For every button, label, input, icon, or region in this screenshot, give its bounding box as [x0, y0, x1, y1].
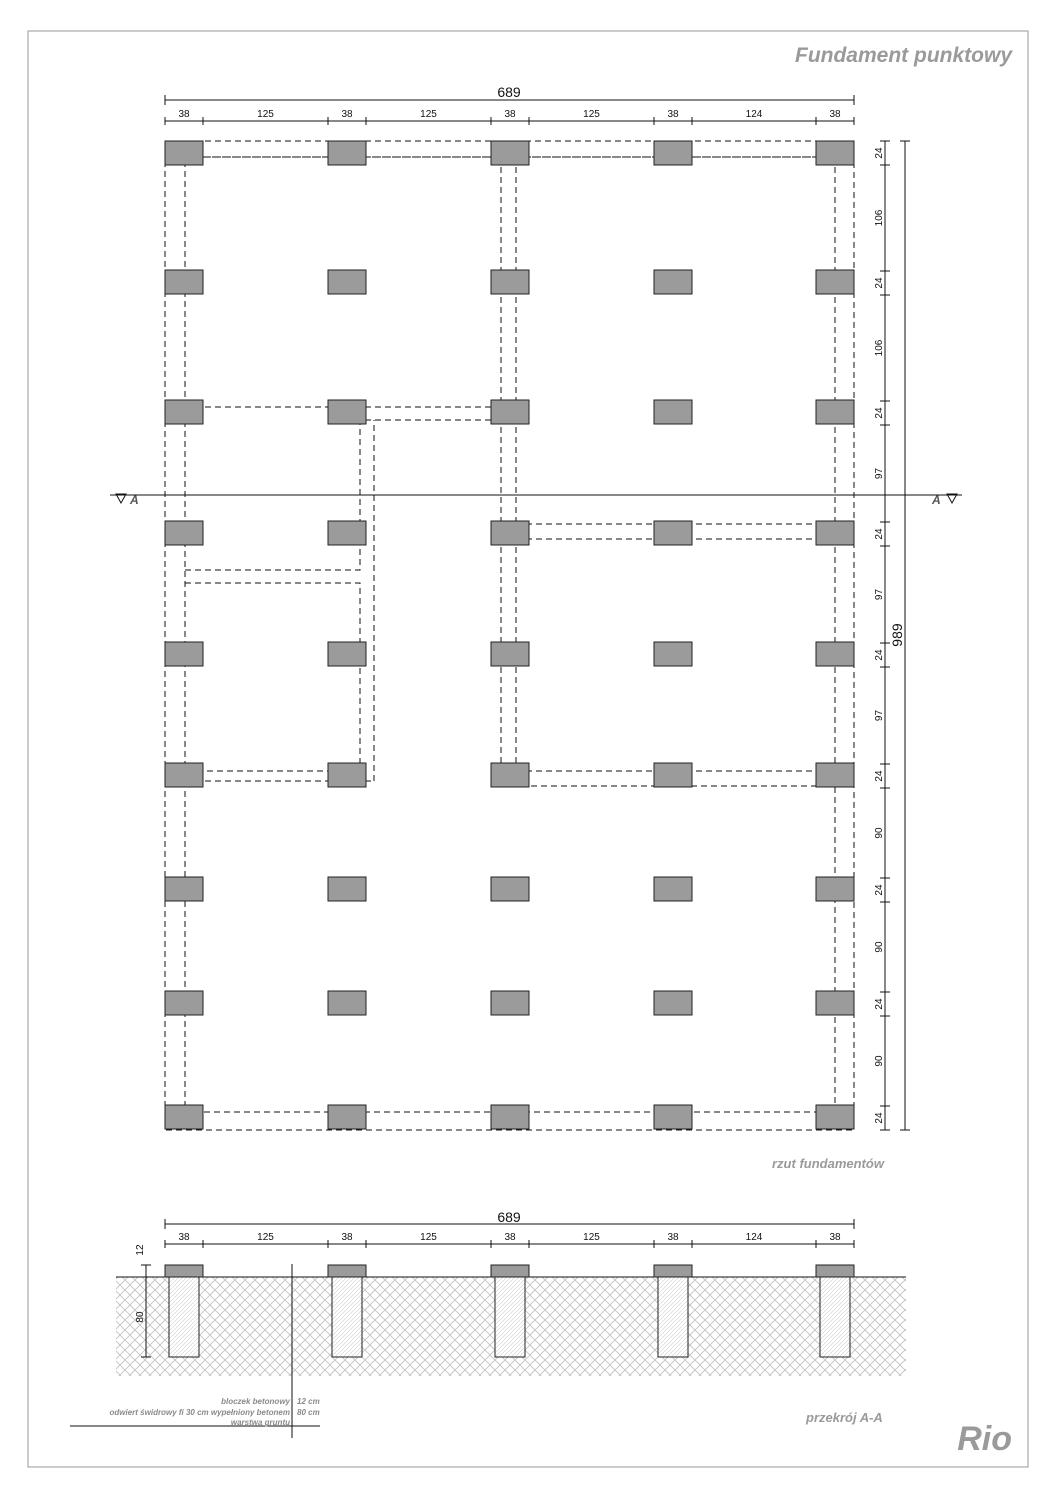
footing-r5-c5	[816, 642, 854, 666]
footing-r1-c1	[165, 141, 203, 165]
footing-grid	[165, 141, 854, 1129]
plan-height-seg-label: 97	[874, 588, 885, 601]
footing-r1-c2	[328, 141, 366, 165]
plan-w-segs-label: 38	[667, 109, 679, 120]
footing-r4-c3	[491, 521, 529, 545]
legend-value-pile: 80 cm	[297, 1408, 320, 1417]
sec-w-segs-label: 125	[257, 1232, 274, 1243]
footing-r3-c4	[654, 400, 692, 424]
sec-w-segs-label: 38	[178, 1232, 190, 1243]
footing-r3-c5	[816, 400, 854, 424]
plan-w-segs-label: 38	[504, 109, 516, 120]
sec-w-segs-label: 38	[341, 1232, 353, 1243]
concrete-block-3	[491, 1265, 529, 1277]
footing-r2-c1	[165, 270, 203, 294]
footing-r6-c3	[491, 763, 529, 787]
footing-r5-c3	[491, 642, 529, 666]
footing-r9-c1	[165, 1105, 203, 1129]
plan-height-seg-label: 24	[874, 528, 885, 540]
legend-label-block: bloczek betonowy	[221, 1397, 290, 1406]
plan-caption: rzut fundamentów	[772, 1156, 884, 1171]
concrete-block-5	[816, 1265, 854, 1277]
footing-r7-c3	[491, 877, 529, 901]
section-marker-left: A	[130, 493, 139, 507]
plan-dimensions	[165, 84, 910, 1130]
concrete-block-4	[654, 1265, 692, 1277]
footing-r7-c5	[816, 877, 854, 901]
footing-r3-c2	[328, 400, 366, 424]
plan-height-seg-label: 24	[874, 998, 885, 1010]
footing-r8-c3	[491, 991, 529, 1015]
section-total-width: 689	[497, 1209, 521, 1225]
sec-w-segs-label: 38	[829, 1232, 841, 1243]
footing-r7-c2	[328, 877, 366, 901]
plan-w-segs-label: 38	[178, 109, 190, 120]
section-caption: przekrój A-A	[806, 1410, 883, 1425]
footing-r5-c2	[328, 642, 366, 666]
sec-w-segs-label: 124	[745, 1232, 763, 1243]
pile-1	[169, 1277, 199, 1357]
footing-r8-c5	[816, 991, 854, 1015]
footing-r8-c4	[654, 991, 692, 1015]
block-height-label: 12	[135, 1244, 146, 1256]
plan-height-seg-label: 90	[874, 827, 885, 839]
footing-r9-c4	[654, 1105, 692, 1129]
plan-height-seg-label: 24	[874, 147, 885, 159]
plan-height-seg-label: 24	[874, 884, 885, 896]
project-name: Rio	[957, 1420, 1012, 1458]
plan-w-segs-label: 125	[257, 109, 274, 120]
footing-r3-c3	[491, 400, 529, 424]
legend-value-block: 12 cm	[297, 1397, 320, 1406]
footing-r4-c4	[654, 521, 692, 545]
pile-3	[495, 1277, 525, 1357]
footing-r3-c1	[165, 400, 203, 424]
plan-height-seg-label: 97	[874, 467, 885, 480]
footing-r7-c4	[654, 877, 692, 901]
plan-height-seg-label: 24	[874, 770, 885, 782]
footing-r9-c2	[328, 1105, 366, 1129]
plan-w-segs-label: 125	[583, 109, 600, 120]
sec-w-segs-label: 38	[504, 1232, 516, 1243]
footing-r5-c4	[654, 642, 692, 666]
footing-r1-c4	[654, 141, 692, 165]
footing-r1-c5	[816, 141, 854, 165]
pile-4	[658, 1277, 688, 1357]
footing-r5-c1	[165, 642, 203, 666]
plan-height-seg-label: 24	[874, 1112, 885, 1124]
sec-w-segs-label: 38	[667, 1232, 679, 1243]
plan-height-seg-label: 106	[874, 339, 885, 357]
legend-label-pile: odwiert świdrowy fi 30 cm wypełniony betonem	[109, 1408, 290, 1417]
sec-w-segs-label: 125	[420, 1232, 437, 1243]
footing-r8-c1	[165, 991, 203, 1015]
footing-r1-c3	[491, 141, 529, 165]
footing-r6-c1	[165, 763, 203, 787]
footing-r9-c5	[816, 1105, 854, 1129]
drawing-title: Fundament punktowy	[795, 44, 1012, 67]
sheet-frame	[28, 31, 1028, 1467]
plan-w-segs-label: 124	[745, 109, 763, 120]
plan-height-seg-label: 24	[874, 407, 885, 419]
footing-r4-c1	[165, 521, 203, 545]
footing-r2-c5	[816, 270, 854, 294]
footing-r4-c2	[328, 521, 366, 545]
plan-w-segs-label: 125	[420, 109, 437, 120]
footing-r6-c2	[328, 763, 366, 787]
plan-total-width: 689	[497, 84, 521, 100]
plan-height-seg-label: 106	[874, 209, 885, 227]
footing-r7-c1	[165, 877, 203, 901]
plan-height-seg-label: 24	[874, 277, 885, 289]
footing-r2-c4	[654, 270, 692, 294]
footing-r6-c4	[654, 763, 692, 787]
pile-5	[820, 1277, 850, 1357]
concrete-block-2	[328, 1265, 366, 1277]
plan-w-segs-label: 38	[341, 109, 353, 120]
footing-r9-c3	[491, 1105, 529, 1129]
plan-w-segs-label: 38	[829, 109, 841, 120]
plan-height-seg-label: 90	[874, 1055, 885, 1067]
concrete-block-1	[165, 1265, 203, 1277]
sec-w-segs-label: 125	[583, 1232, 600, 1243]
plan-height-seg-label: 97	[874, 709, 885, 722]
pile-depth-label: 80	[135, 1311, 146, 1323]
plan-height-seg-label: 90	[874, 941, 885, 953]
pile-2	[332, 1277, 362, 1357]
footing-r6-c5	[816, 763, 854, 787]
footing-r2-c3	[491, 270, 529, 294]
footing-r4-c5	[816, 521, 854, 545]
legend-label-soil: warstwa gruntu	[230, 1418, 290, 1427]
footing-r2-c2	[328, 270, 366, 294]
plan-height-seg-label: 24	[874, 649, 885, 661]
plan-total-height: 989	[889, 623, 905, 647]
footing-r8-c2	[328, 991, 366, 1015]
section-marker-right: A	[932, 493, 941, 507]
